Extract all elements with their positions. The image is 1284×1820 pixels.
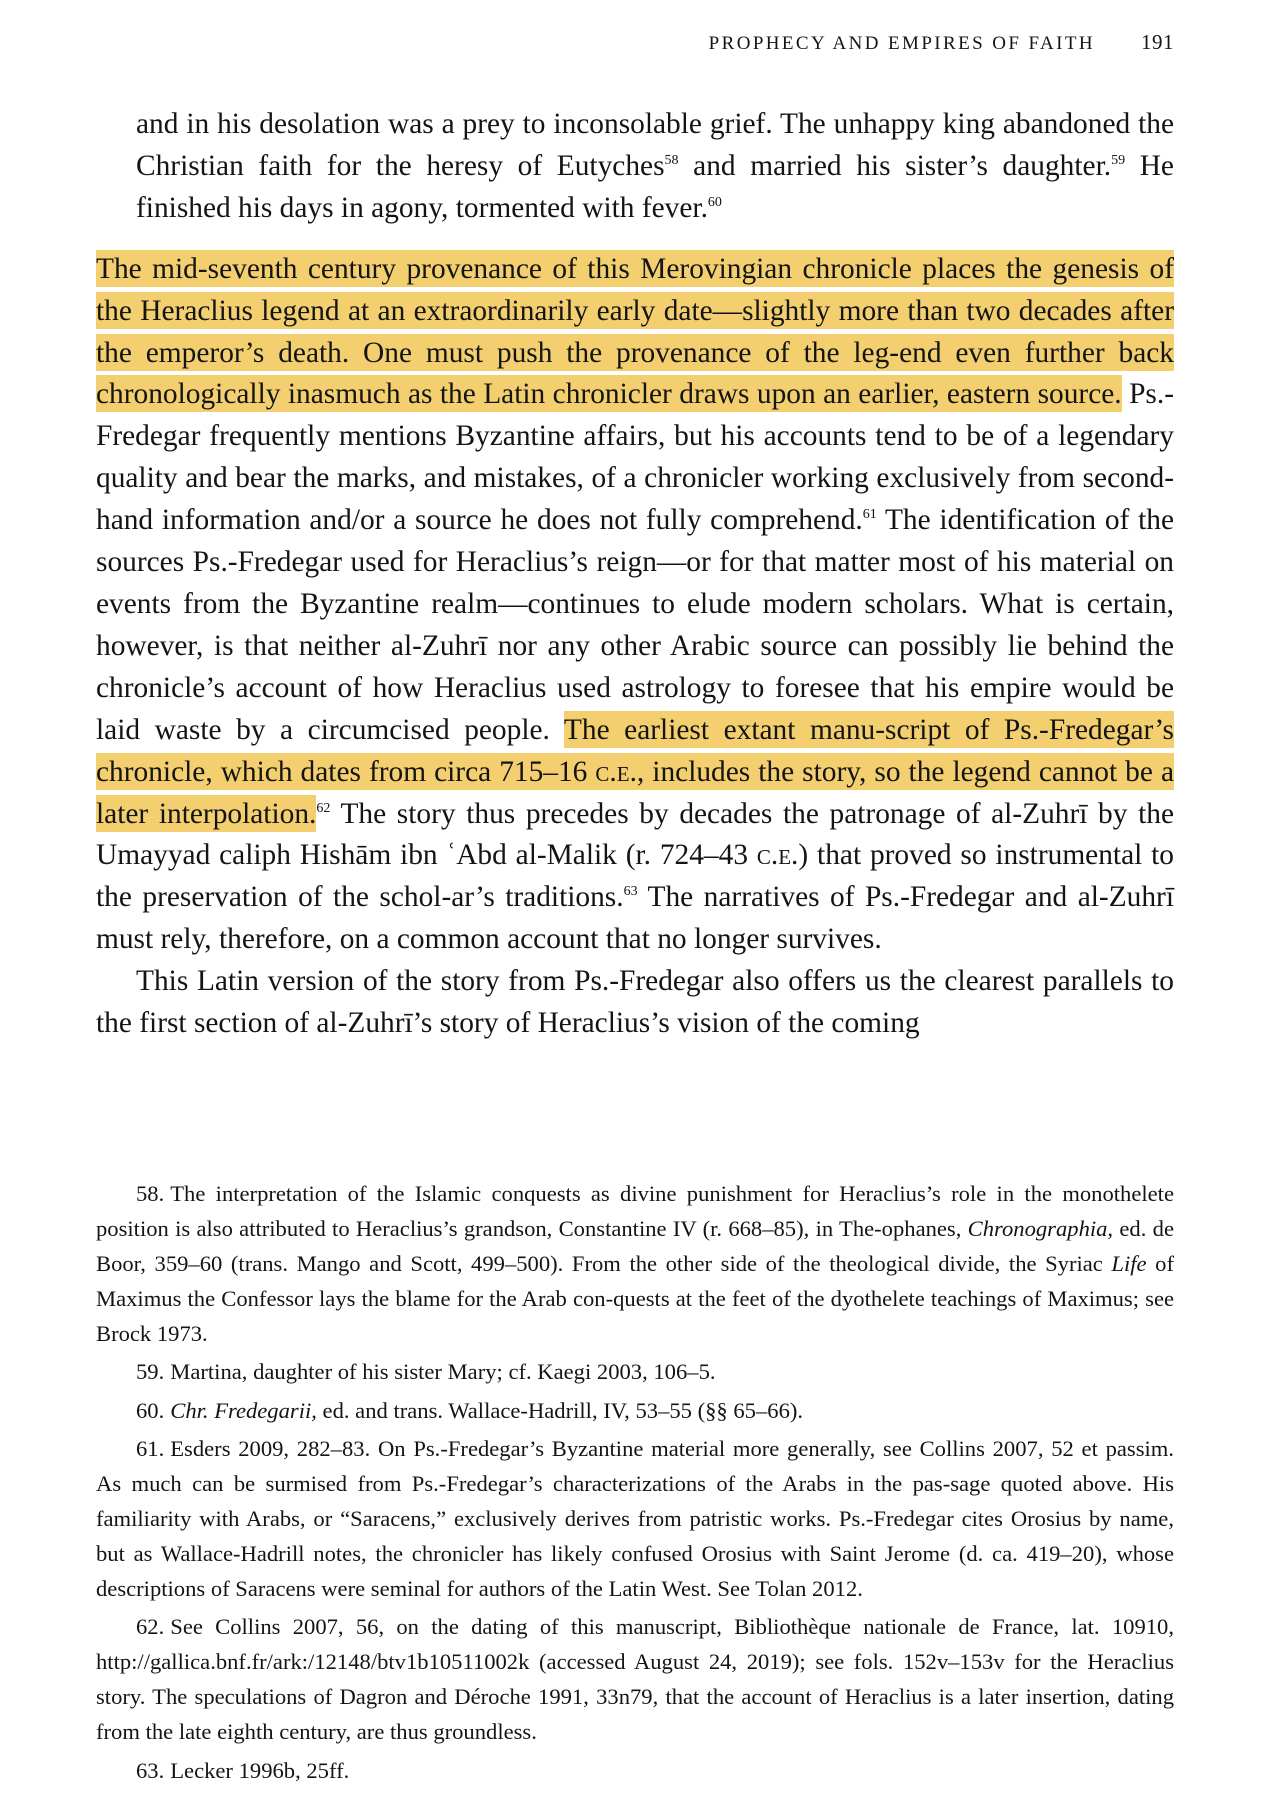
running-head (96, 30, 1174, 55)
paragraph-text: This Latin version of the story from Ps.-Fredegar also offers us the clearest parallels to the first section of al-Zuhrī’s story of Heraclius’s vision of the coming (96, 965, 1174, 1040)
paragraph-text: The story thus precedes by decades the patronage of al-Zuhrī by the Umayyad caliph Hishām ibn ʿAbd al-Malik (r. 724–43 (96, 797, 1174, 872)
footnote-text: of Maximus the Confessor lays the blame for the Arab con-quests at the feet of the dyothelete teachings of Maximus; see Brock 1973. (96, 1251, 1174, 1347)
footnote-text: ed. de Boor, 359–60 (trans. Mango and Scott, 499–500). From the other side of the theological divide, the Syriac (96, 1216, 1174, 1277)
era-abbreviation: c.e. (756, 839, 799, 872)
footnote-text: Lecker 1996b, 25ff. (170, 1757, 350, 1783)
paragraph-text: The narratives of Ps.-Fredegar and al-Zuhrī must rely, therefore, on a common account that no longer survives. (96, 881, 1174, 956)
highlighted-text: , includes the story, so the legend cannot be a later interpolation. (96, 755, 1174, 830)
highlighted-passage-1[interactable]: The mid-seventh century provenance of this Merovingian chronicle places the genesis of the Heraclius legend at an extraordinarily early date—slightly more than two decades after the emperor’s death. One must push the provenance of the leg-end even further back chronologically inasmuch as the Latin chronicler draws upon an earlier, eastern source. (96, 250, 1174, 413)
footnote-ref-58[interactable]: 58 (664, 152, 679, 168)
footnote-60 (96, 1393, 1174, 1428)
running-title: PROPHECY AND EMPIRES OF FAITH (708, 33, 1095, 54)
footnote-number: 58. (136, 1181, 165, 1206)
footnote-text: Martina, daughter of his sister Mary; cf. Kaegi 2003, 106–5. (170, 1359, 716, 1385)
footnote-number: 60. (136, 1397, 165, 1423)
footnote-text: Esders 2009, 282–83. On Ps.-Fredegar’s Byzantine material more generally, see Collins 2007, 52 et passim. As much can be surmised from Ps.-Fredegar’s characterizations of the Arabs in the pas-sage quoted above. His familiarity with Arabs, or “Saracens,” exclusively derives from patristic works. Ps.-Fredegar cites Orosius by name, but as Wallace-Hadrill notes, the chronicler has likely confused Orosius with Saint Jerome (d. ca. 419–20), whose descriptions of Saracens were seminal for authors of the Latin West. See Tolan 2012. (96, 1435, 1174, 1602)
paragraph-text: Ps.-Fredegar frequently mentions Byzantine affairs, but his accounts tend to be of a legendary quality and bear the marks, and mistakes, of a chronicler working exclusively from second-hand information and/or a source he does not fully comprehend. (96, 378, 1174, 537)
footnote-ref-63[interactable]: 63 (623, 884, 638, 900)
footnote-ref-61[interactable]: 61 (862, 507, 877, 523)
highlighted-text: The earliest extant manu-script of Ps.-Fredegar’s chronicle, which dates from circa 715–16 (96, 713, 1174, 788)
block-quote-text: He finished his days in agony, tormented with fever. (136, 149, 1174, 224)
paragraph-2 (96, 961, 1174, 1045)
footnote-63 (96, 1753, 1174, 1788)
footnote-59 (96, 1354, 1174, 1389)
footnote-ref-62[interactable]: 62 (316, 800, 331, 816)
book-title: Chronographia, (967, 1216, 1114, 1242)
footnote-text: ed. and trans. Wallace-Hadrill, IV, 53–55 (§§ 65–66). (316, 1397, 804, 1423)
footnote-text: See Collins 2007, 56, on the dating of this manuscript, Bibliothèque nationale de France, lat. 10910, http://gallica.bnf.fr/ark:/12148/btv1b10511002k (accessed August 24, 2019); see fols. 152v–153v for the Heraclius story. The speculations of Dagron and Déroche 1991, 33n79, that the account of Heraclius is a later insertion, dating from the late eighth century, are thus groundless. (96, 1614, 1174, 1745)
footnote-number: 59. (136, 1359, 165, 1385)
block-quote-text: and in his desolation was a prey to inconsolable grief. The unhappy king abandoned the Christian faith for the heresy of Eutyches (136, 108, 1174, 182)
footnote-58 (96, 1176, 1174, 1351)
paragraph-text: The identification of the sources Ps.-Fredegar used for Heraclius’s reign—or for that matter most of his material on events from the Byzantine realm—continues to elude modern scholars. What is certain, however, is that neither al-Zuhrī nor any other Arabic source can possibly lie behind the chronicle’s account of how Heraclius used astrology to foresee that his empire would be laid waste by a circumcised people. (96, 504, 1175, 746)
footnotes (96, 1176, 1174, 1788)
footnote-text: The interpretation of the Islamic conquests as divine punishment for Heraclius’s role in the monothelete position is also attributed to Heraclius’s grandson, Constantine IV (r. 668–85), in The-ophanes, (96, 1181, 1174, 1242)
block-quote (96, 104, 1174, 230)
footnote-61 (96, 1431, 1174, 1606)
footnote-number: 63. (136, 1757, 165, 1783)
paragraph-text: ) that proved so instrumental to the preservation of the schol-ar’s traditions. (96, 839, 1174, 914)
era-abbreviation: c.e. (595, 755, 637, 788)
page-number: 191 (1141, 30, 1174, 54)
book-title: Chr. Fredegarii, (170, 1397, 317, 1423)
footnote-62 (96, 1609, 1174, 1749)
footnote-ref-59[interactable]: 59 (1111, 152, 1126, 168)
footnote-number: 61. (136, 1435, 165, 1461)
paragraph-1 (96, 249, 1174, 961)
main-text (96, 104, 1174, 1045)
book-title: Life (1111, 1251, 1147, 1277)
footnote-ref-60[interactable]: 60 (707, 194, 722, 210)
block-quote-text: and married his sister’s daughter. (678, 149, 1112, 182)
footnote-number: 62. (136, 1614, 165, 1640)
